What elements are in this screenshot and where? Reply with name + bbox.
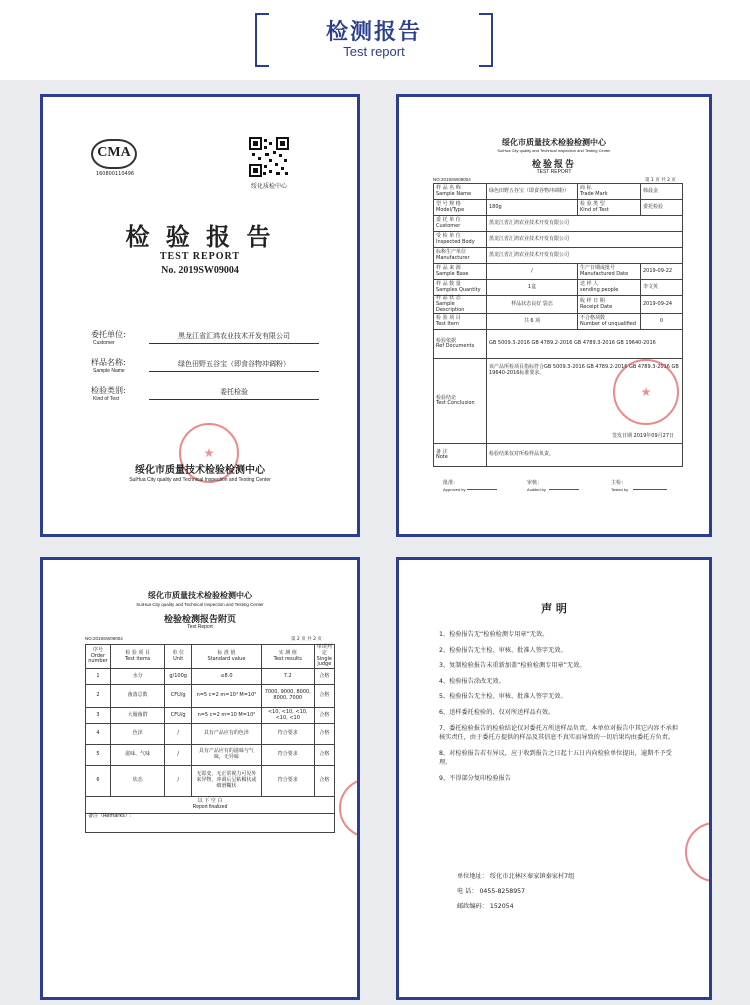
official-seal <box>339 778 360 838</box>
contact-phone <box>457 885 677 900</box>
cell: CFU/g <box>165 708 192 724</box>
statement-title: 声 明 <box>541 602 567 615</box>
table-row <box>434 280 683 296</box>
cover-field-sample <box>91 357 321 383</box>
column-header: 检 验 项 目 Test items <box>110 645 164 669</box>
contact-block <box>457 870 677 915</box>
cell-label: 样 品 来 源 Sample Base <box>434 264 487 280</box>
cell: 合格 <box>314 685 334 708</box>
report-number: No. 2019SW09004 <box>161 265 239 276</box>
cma-number: 160800110496 <box>95 171 135 177</box>
issue-date-line <box>612 434 674 440</box>
table-row <box>434 200 683 216</box>
header-title: 检测报告 <box>325 20 422 45</box>
table-row <box>434 330 683 359</box>
table-row <box>434 296 683 314</box>
cell: 符合要求 <box>261 766 314 797</box>
cell: 合格 <box>314 745 334 766</box>
statement-item: 4、检验报告涂改无效。 <box>439 677 505 685</box>
statement-item: 9、不得部分复印检验报告 <box>439 775 511 783</box>
statement-item: 3、复制检验报告未重新加盖“检验检测专用章”无效。 <box>439 662 586 670</box>
cell-label: 样 品 数 量 Samples Quantity <box>434 280 487 296</box>
cell: 合格 <box>314 708 334 724</box>
remarks-cell: 备注（Remarks）: <box>86 814 335 833</box>
cell-label: 标称生产单位 Manufacturer <box>434 248 487 264</box>
cell: 1 <box>86 669 111 685</box>
cell: / <box>165 724 192 745</box>
official-seal <box>613 359 679 425</box>
cell-label: 检 验 项 目 Test Item <box>434 314 487 330</box>
cell-value: / <box>487 264 578 280</box>
cell: / <box>165 766 192 797</box>
table-row <box>434 314 683 330</box>
appendix-no: NO:2019SW09004 <box>85 636 123 641</box>
cell: 具有产品应有的滋味与气味，无异味 <box>192 745 262 766</box>
cell: 菌落总数 <box>110 685 164 708</box>
cell: 符合要求 <box>261 745 314 766</box>
cma-logo-text: CMA <box>97 145 131 160</box>
cell-label: 检验结论 Test Conclusion <box>434 359 487 444</box>
cell: 色泽 <box>110 724 164 745</box>
cell: 滋味、气味 <box>110 745 164 766</box>
cover-title-en: TEST REPORT <box>159 251 241 262</box>
contact-postcode <box>457 900 677 915</box>
cell-value: 委托检验 <box>641 200 683 216</box>
table-header-row <box>86 645 335 669</box>
address-label: 单位地址： <box>457 873 488 880</box>
table-row <box>86 797 335 814</box>
appendix-table <box>85 644 335 833</box>
postcode-label: 邮政编码： <box>457 902 488 910</box>
cell: 合格 <box>314 669 334 685</box>
cell: 合格 <box>314 766 334 797</box>
audited-label: 审核： <box>527 480 543 486</box>
statement-item: 6、送样委托检验的，仅对所送样品有效。 <box>439 709 555 717</box>
cell-value: 样品状态良好 袋态 <box>487 296 578 314</box>
cell-value: 李文英 <box>641 280 683 296</box>
phone-value: 0455-8258957 <box>479 887 526 895</box>
cell: 6 <box>86 766 111 797</box>
sample-label-en: Sample Name <box>93 368 125 374</box>
appendix-page-number: 第 2 页 共 2 页 <box>291 637 322 642</box>
cell: 状态 <box>110 766 164 797</box>
table-row <box>86 708 335 724</box>
appendix-title: 检验检测报告附页 <box>163 615 236 625</box>
kind-label: 检验类别: <box>91 386 126 395</box>
cell: 7000, 9000, 8000, 8000, 7000 <box>261 685 314 708</box>
issue-date: 2019年09月27日 <box>633 432 674 439</box>
report-org: 绥化市质量技术检验检测中心 <box>502 138 606 147</box>
statement-item: 5、检验报告无主检、审核、批准人签字无效。 <box>439 693 567 701</box>
statement-page <box>396 557 712 1000</box>
tested-label-en: Tested by <box>611 487 629 492</box>
issue-label: 签发日期 <box>611 432 632 439</box>
tester-signature <box>633 475 667 490</box>
statement-list <box>439 630 679 790</box>
cell: 3 <box>86 708 111 724</box>
column-header: 标 准 值 Standard value <box>192 645 262 669</box>
cell-value: 检验结果仅对所检样品负责。 <box>487 444 683 467</box>
table-row <box>86 724 335 745</box>
cma-logo <box>91 139 137 169</box>
cell-label: 检 验 类 型 Kind of Test <box>578 200 641 216</box>
cell-value: 1盒 <box>487 280 578 296</box>
signature-block <box>433 475 683 505</box>
cell-label: 样 品 状 态 Sample Description <box>434 296 487 314</box>
cell: 无霉变、无正常视力可见外来异物，冲调后呈粘稠状或细滑糊状 <box>192 766 262 797</box>
cell: 大肠菌群 <box>110 708 164 724</box>
cell: 水分 <box>110 669 164 685</box>
table-row <box>86 766 335 797</box>
auditor-signature <box>549 475 579 490</box>
header-frame <box>255 13 493 63</box>
cell-value: 黑龙江省汇鸿农业技术开发有限公司 <box>487 248 683 264</box>
cell: 4 <box>86 724 111 745</box>
customer-label: 委托单位: <box>91 330 126 339</box>
column-header: 序号 Order number <box>86 645 111 669</box>
approved-label-en: Approved by <box>443 487 466 492</box>
cell: 符合要求 <box>261 724 314 745</box>
cover-field-kind <box>91 385 321 411</box>
page-header <box>0 0 750 80</box>
table-row <box>86 745 335 766</box>
qr-caption: 绥化质检中心 <box>250 183 287 190</box>
cell: 合格 <box>314 724 334 745</box>
cell-label: 受 检 单 位 Inspected Body <box>434 232 487 248</box>
statement-item: 1、检验报告无“检验检测专用章”无效。 <box>439 631 549 638</box>
cell-value: GB 5009.3-2016 GB 4789.2-2016 GB 4789.3-2016 GB 19640-2016 <box>487 330 683 359</box>
appendix-table-wrap <box>85 644 335 833</box>
customer-label-en: Customer <box>93 340 115 346</box>
postcode-value: 152054 <box>489 902 514 910</box>
report-cover-page <box>40 94 360 537</box>
appendix-org: 绥化市质量技术检验检测中心 <box>148 591 252 600</box>
cell: ≤8.0 <box>192 669 262 685</box>
cell-label: 委 托 单 位 Customer <box>434 216 487 232</box>
cell: <10, <10, <10, <10, <10 <box>261 708 314 724</box>
table-row <box>434 184 683 200</box>
sample-label: 样品名称: <box>91 358 126 367</box>
cell-label: 送 样 人 sending people <box>578 280 641 296</box>
cell-label: 生产日期或批号 Manufactured Date <box>578 264 641 280</box>
table-row <box>434 264 683 280</box>
report-no: NO:2019SW09004 <box>433 177 471 182</box>
kind-label-en: Kind of Test <box>93 396 120 402</box>
column-header: 实 测 值 Test results <box>261 645 314 669</box>
cell: g/100g <box>165 669 192 685</box>
table-row <box>86 669 335 685</box>
cover-field-customer <box>91 329 321 355</box>
cell-value: 2019-09-24 <box>641 296 683 314</box>
qr-code <box>249 137 289 177</box>
tested-label: 主检： <box>611 480 627 486</box>
customer-value: 黑龙江省汇鸿农业技术开发有限公司 <box>149 331 319 344</box>
audited-label-en: Audited by <box>527 487 546 492</box>
cover-org: 绥化市质量技术检验检测中心 <box>135 465 265 476</box>
kind-value: 委托检验 <box>149 387 319 400</box>
cell-value: 黑龙江省汇鸿农业技术开发有限公司 <box>487 216 683 232</box>
cover-org-en: SuiHua City quality and Technical Inspection and Testing Center <box>129 477 271 483</box>
end-text-cell <box>86 797 335 814</box>
cell-label: 备 注 Note <box>434 444 487 467</box>
cell-label: 不合格项数 Number of unqualified <box>578 314 641 330</box>
cell-label: 收 样 日 期 Receipt Date <box>578 296 641 314</box>
cell-value: 180g <box>487 200 578 216</box>
cell: n=5 c=2 m=10⁴ M=10⁵ <box>192 685 262 708</box>
cell-value: 绿色田野五谷宝（即食谷物冲调粉） <box>487 184 578 200</box>
report-org-en: SuiHua City quality and Technical Inspection and Testing Center <box>497 148 611 153</box>
approved-label: 批准： <box>443 480 459 486</box>
cell-value: 共 6 项 <box>487 314 578 330</box>
table-row <box>86 814 335 833</box>
cover-title: 检 验 报 告 <box>125 223 275 251</box>
statement-item: 8、对检验报告若有异议，应于收到报告之日起十五日内向检验单位提出，逾期不予受理。 <box>439 749 672 767</box>
cell: 7.2 <box>261 669 314 685</box>
report-page-number: 第 1 页 共 2 页 <box>645 178 676 183</box>
header-subtitle: Test report <box>343 44 405 59</box>
cell: / <box>165 745 192 766</box>
column-header: 单 位 Unit <box>165 645 192 669</box>
cell: 5 <box>86 745 111 766</box>
table-row <box>434 216 683 232</box>
cell-label: 检验依据 Ref Documents <box>434 330 487 359</box>
cell-label: 型 号 规 格 Model/Type <box>434 200 487 216</box>
table-row <box>434 248 683 264</box>
report-title: 检验报告 <box>531 160 576 170</box>
cell: 具有产品应有的色泽 <box>192 724 262 745</box>
table-row <box>434 232 683 248</box>
report-appendix-page <box>40 557 360 1000</box>
table-row <box>434 444 683 467</box>
column-header: 单项判定 Single judge <box>314 645 334 669</box>
cell-label: 商 标 Trade Mark <box>578 184 641 200</box>
report-main-page <box>396 94 712 537</box>
table-row <box>86 685 335 708</box>
report-title-en: TEST REPORT <box>536 169 572 175</box>
official-seal <box>685 822 712 882</box>
address-value: 绥化市北林区秦家镇秦家村7组 <box>489 873 575 880</box>
conclusion-text: 该产品所检项目指标符合GB 5009.3-2016 GB 4789.2-2016 GB 4789.3-2016 GB 19640-2016标准要求。 <box>489 364 679 376</box>
approver-signature <box>467 475 497 490</box>
end-text: 以 下 空 白 <box>197 798 223 805</box>
cell-value: 2019-09-22 <box>641 264 683 280</box>
phone-label: 电 话： <box>457 887 478 895</box>
statement-item: 7、委托检验报告的检验结论仅对委托方所送样品负责。本单位对报告中其它内容不承担核实责任，由于委托方提供的样品及其信息不真实而导致的一切后果均由委托方负责。 <box>439 724 679 742</box>
cell-value: 黑龙江省汇鸿农业技术开发有限公司 <box>487 232 683 248</box>
sample-value: 绿色田野五谷宝（即食谷物冲调粉） <box>149 359 319 372</box>
cell: n=5 c=2 m=10 M=10² <box>192 708 262 724</box>
end-text-en: Report finalized <box>192 804 228 810</box>
cell: 2 <box>86 685 111 708</box>
cell-label: 样 品 名 称 Sample Name <box>434 184 487 200</box>
cell-value: 韩晨金 <box>641 184 683 200</box>
contact-address <box>457 870 677 885</box>
appendix-title-en: Test Report <box>187 624 213 630</box>
cell-value: 0 <box>641 314 683 330</box>
statement-item: 2、检验报告无主检、审核、批准人签字无效。 <box>439 646 567 654</box>
cell: CFU/g <box>165 685 192 708</box>
appendix-org-en: SuiHua City quality and Technical Inspection and Testing Center <box>136 602 264 607</box>
